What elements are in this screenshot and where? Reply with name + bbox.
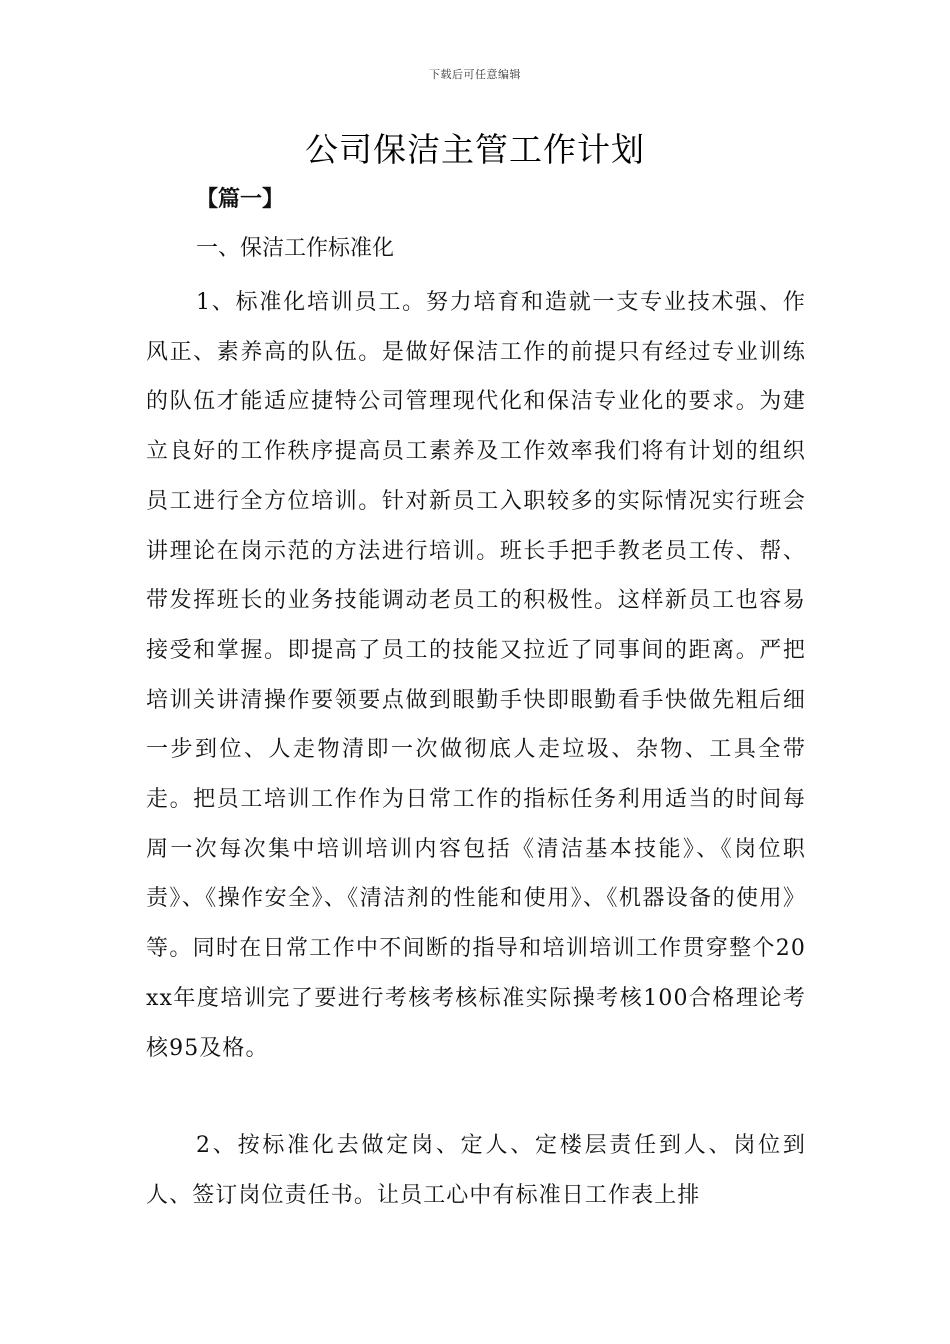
document-title: 公司保洁主管工作计划 [305, 130, 645, 169]
paragraph-2: 2、按标准化去做定岗、定人、定楼层责任到人、岗位到人、签订岗位责任书。让员工心中有标准日工作表上排 [146, 1133, 806, 1208]
section-mark: 【篇一】 [196, 187, 285, 212]
paragraph-1: 1、标准化培训员工。努力培育和造就一支专业技术强、作风正、素养高的队伍。是做好保洁工作的前提只有经过专业训练的队伍才能适应捷特公司管理现代化和保洁专业化的要求。为建立良好的工作秩序提高员工素养及工作效率我们将有计划的组织员工进行全方位培训。针对新员工入职较多的实际情况实行班会讲理论在岗示范的方法进行培训。班长手把手教老员工传、帮、带发挥班长的业务技能调动老员工的积极性。这样新员工也容易接受和掌握。即提高了员工的技能又拉近了同事间的距离。严把培训关讲清操作要领要点做到眼勤手快即眼勤看手快做先粗后细一步到位、人走物清即一次做彻底人走垃圾、杂物、工具全带走。把员工培训工作作为日常工作的指标任务利用适当的时间每周一次每次集中培训培训内容包括《清洁基本技能》、《岗位职责》、《操作安全》、《清洁剂的性能和使用》、《机器设备的使用》等。同时在日常工作中不间断的指导和培训培训工作贯穿整个20xx年度培训完了要进行考核考核标准实际操考核100合格理论考核95及格。 [146, 290, 806, 1061]
header-note: 下载后可任意编辑 [429, 68, 521, 81]
section-heading: 一、保洁工作标准化 [196, 236, 395, 261]
